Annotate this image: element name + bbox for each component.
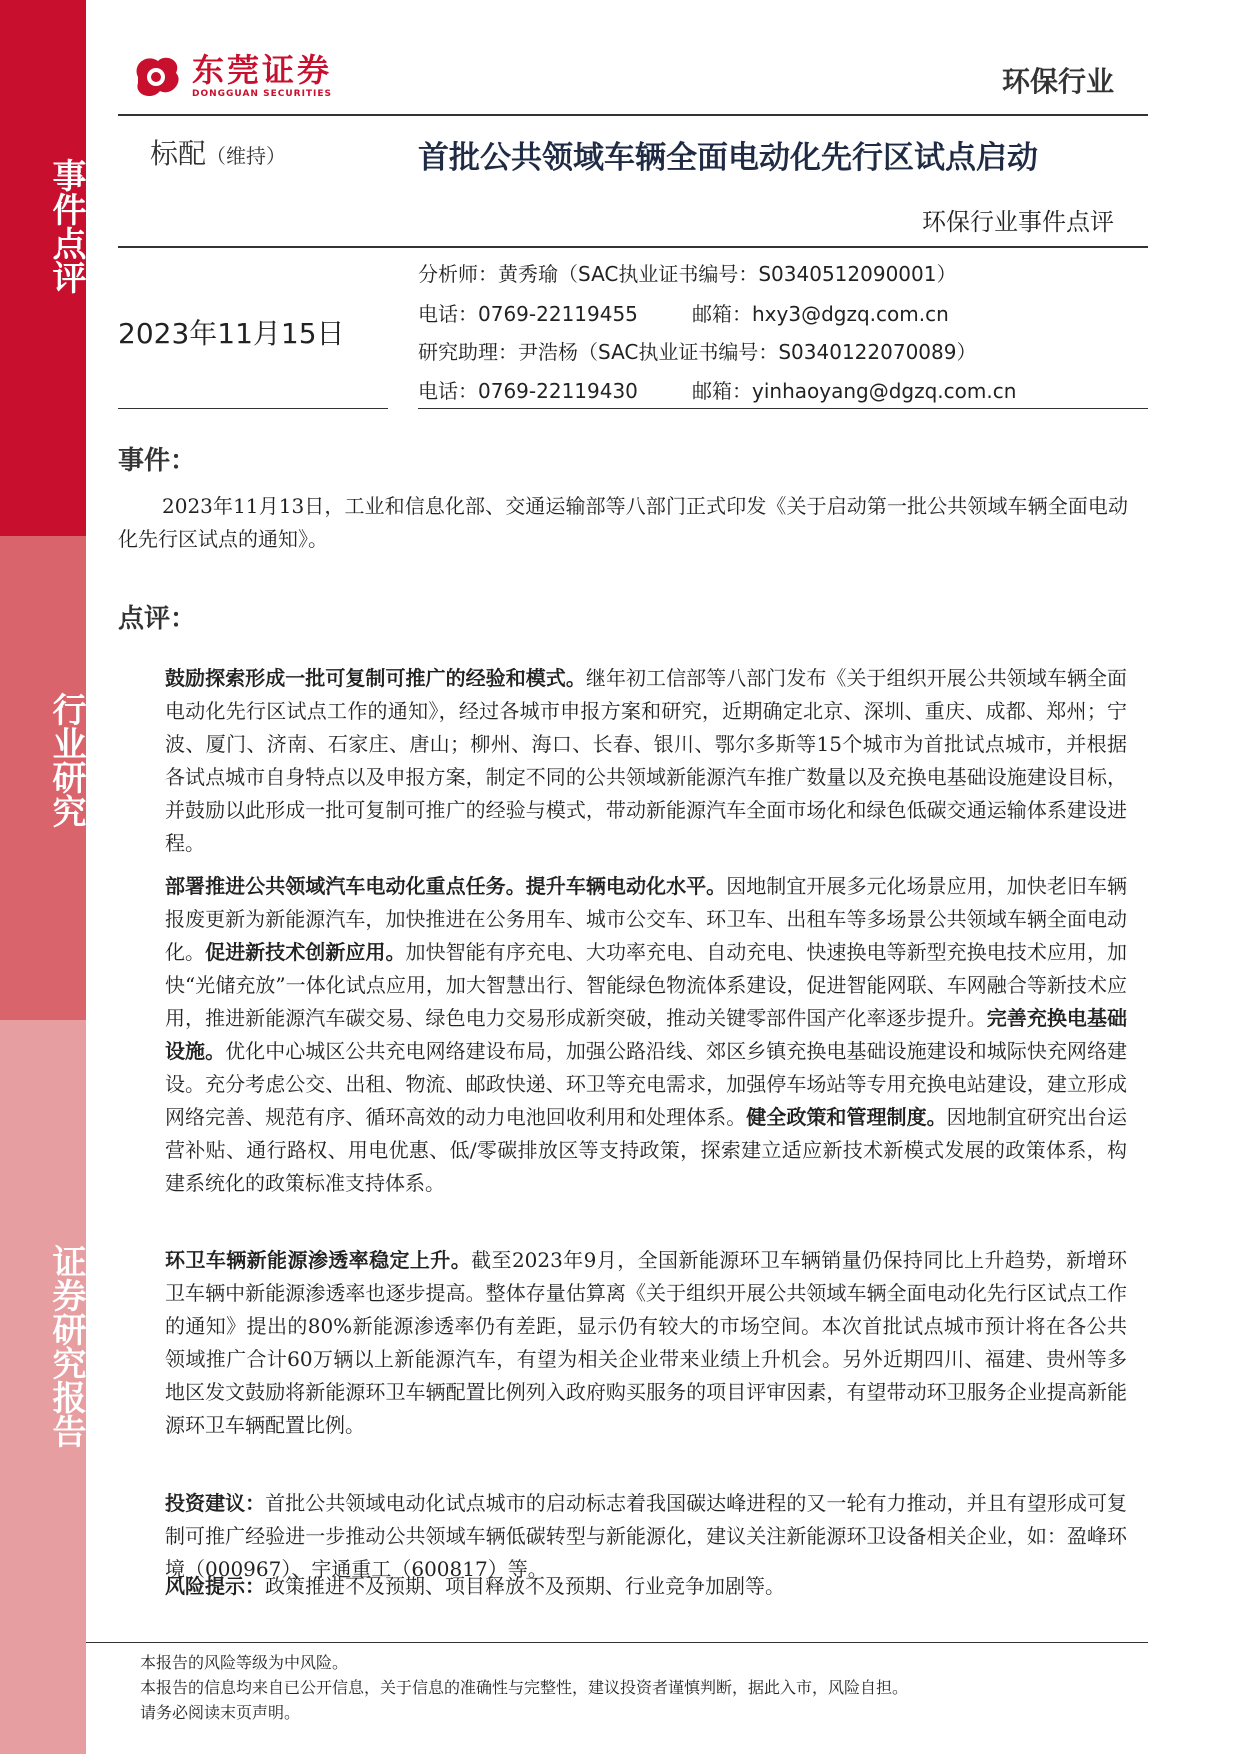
sidebar-label-securities-report: 证券研究报告	[46, 1244, 86, 1448]
paragraph-body: 政策推进不及预期、项目释放不及预期、行业竞争加剧等。	[265, 1574, 785, 1598]
footer-read-statement: 请务必阅读末页声明。	[140, 1703, 301, 1722]
company-logo	[128, 48, 332, 104]
paragraph-body: 继年初工信部等八部门发布《关于组织开展公共领域车辆全面电动化先行区试点工作的通知》，经过各城市申报方案和研究，近期确定北京、深圳、重庆、成都、郑州；宁波、厦门、济南、石家庄、唐山；柳州、海口、长春、银川、鄂尔多斯等15个城市为首批试点城市，并根据各试点城市自身特点以及申报方案，制定不同的公共领域新能源汽车推广数量以及充换电基础设施建设目标，并鼓励以此形成一批可复制可推广的经验与模式，带动新能源汽车全面市场化和绿色低碳交通运输体系建设进程。	[165, 666, 1128, 855]
comment-paragraph-pilot-cities	[165, 662, 1127, 860]
paragraph-lead: 风险提示：	[165, 1574, 265, 1598]
report-title: 首批公共领域车辆全面电动化先行区试点启动	[418, 140, 1038, 176]
sidebar-label-event-comment: 事件点评	[46, 158, 86, 294]
paragraph-lead: 健全政策和管理制度。	[746, 1105, 947, 1129]
comment-paragraph-sanitation	[165, 1244, 1127, 1442]
logo-chinese-name: 东莞证券	[192, 51, 333, 89]
sidebar-label-industry-research: 行业研究	[46, 692, 86, 828]
report-date: 2023年11月15日	[118, 317, 345, 350]
paragraph-lead: 鼓励探索形成一批可复制可推广的经验和模式。	[165, 666, 586, 690]
comment-heading: 点评：	[118, 604, 197, 634]
paragraph-lead: 环卫车辆新能源渗透率稳定上升。	[165, 1248, 472, 1272]
paragraph-body: 因地制宜研究出台运营补贴、通行路权、用电优惠、低/零碳排放区等支持政策，探索建立适应新技术新模式发展的政策体系，构建系统化的政策标准支持体系。	[165, 1105, 1128, 1195]
footer-disclaimer	[140, 1650, 908, 1725]
event-paragraph: 2023年11月13日，工业和信息化部、交通运输部等八部门正式印发《关于启动第一批公共领域车辆全面电动化先行区试点的通知》。	[118, 494, 1128, 551]
footer-risk-level: 本报告的风险等级为中风险。	[140, 1653, 349, 1672]
paragraph-body: 首批公共领域电动化试点城市的启动标志着我国碳达峰进程的又一轮有力推动，并且有望形成可复制可推广经验进一步推动公共领域车辆低碳转型与新能源化，建议关注新能源环卫设备相关企业，如：盈峰环境（000967）、宇通重工（600817）等。	[165, 1491, 1128, 1581]
rating	[150, 132, 286, 172]
paragraph-body: 加快智能有序充电、大功率充电、自动充电、快速换电等新型充换电技术应用，加快“光储充放”一体化试点应用，加大智慧出行、智能绿色物流体系建设，促进智能网联、车网融合等新技术应用，推进新能源汽车碳交易、绿色电力交易形成新突破，推动关键零部件国产化率逐步提升。	[165, 940, 1128, 1030]
footer-divider	[86, 1642, 1148, 1643]
industry-label: 环保行业	[1001, 65, 1114, 98]
footer-info-source: 本报告的信息均来自已公开信息，关于信息的准确性与完整性，建议投资者谨慎判断，据此入市，风险自担。	[140, 1678, 909, 1697]
paragraph-lead: 投资建议：	[165, 1491, 266, 1515]
report-subtitle: 环保行业事件点评	[922, 208, 1114, 236]
risk-warning	[165, 1570, 1127, 1603]
header-divider	[118, 114, 1148, 116]
analyst-phone: 电话：0769-22119455	[418, 302, 638, 326]
assistant-email[interactable]: 邮箱：yinhaoyang@dgzq.com.cn	[692, 379, 1017, 403]
rating-value: 标配	[150, 137, 207, 170]
paragraph-lead: 完善充换电基础设施。	[165, 1006, 1128, 1063]
paragraph-body: 截至2023年9月，全国新能源环卫车辆销量仍保持同比上升趋势，新增环卫车辆中新能源渗透率也逐步提高。整体存量估算离《关于组织开展公共领域车辆全面电动化先行区试点工作的通知》提出的80%新能源渗透率仍有差距，显示仍有较大的市场空间。本次首批试点城市预计将在各公共领域推广合计60万辆以上新能源汽车，有望为相关企业带来业绩上升机会。另外近期四川、福建、贵州等多地区发文鼓励将新能源环卫车辆配置比例列入政府购买服务的项目评审因素，有望带动环卫服务企业提高新能源环卫车辆配置比例。	[165, 1248, 1127, 1437]
rating-note: （维持）	[206, 144, 287, 168]
title-divider	[118, 246, 1148, 248]
analyst-info: 分析师：黄秀瑜（SAC执业证书编号：S0340512090001）	[418, 262, 957, 286]
paragraph-lead: 部署推进公共领域汽车电动化重点任务。提升车辆电动化水平。	[165, 874, 727, 898]
event-heading: 事件：	[118, 446, 197, 476]
paragraph-body: 优化中心城区公共充电网络建设布局，加强公路沿线、郊区乡镇充换电基础设施建设和城际快充网络建设。充分考虑公交、出租、物流、邮政快递、环卫等充电需求，加强停车场站等专用充换电站建设，建立形成网络完善、规范有序、循环高效的动力电池回收利用和处理体系。	[165, 1039, 1128, 1129]
paragraph-lead: 促进新技术创新应用。	[205, 940, 406, 964]
assistant-info: 研究助理：尹浩杨（SAC执业证书编号：S0340122070089）	[418, 340, 977, 364]
logo-flower-icon	[128, 51, 184, 101]
logo-english-name: DONGGUAN SECURITIES	[192, 89, 333, 99]
assistant-phone: 电话：0769-22119430	[418, 379, 638, 403]
comment-paragraph-key-tasks	[165, 870, 1127, 1200]
paragraph-body: 因地制宜开展多元化场景应用，加快老旧车辆报废更新为新能源汽车，加快推进在公务用车、城市公交车、环卫车、出租车等多场景公共领域车辆全面电动化。	[165, 874, 1128, 964]
analyst-divider	[418, 408, 1148, 409]
analyst-email[interactable]: 邮箱：hxy3@dgzq.com.cn	[692, 302, 949, 326]
date-divider	[118, 408, 388, 409]
